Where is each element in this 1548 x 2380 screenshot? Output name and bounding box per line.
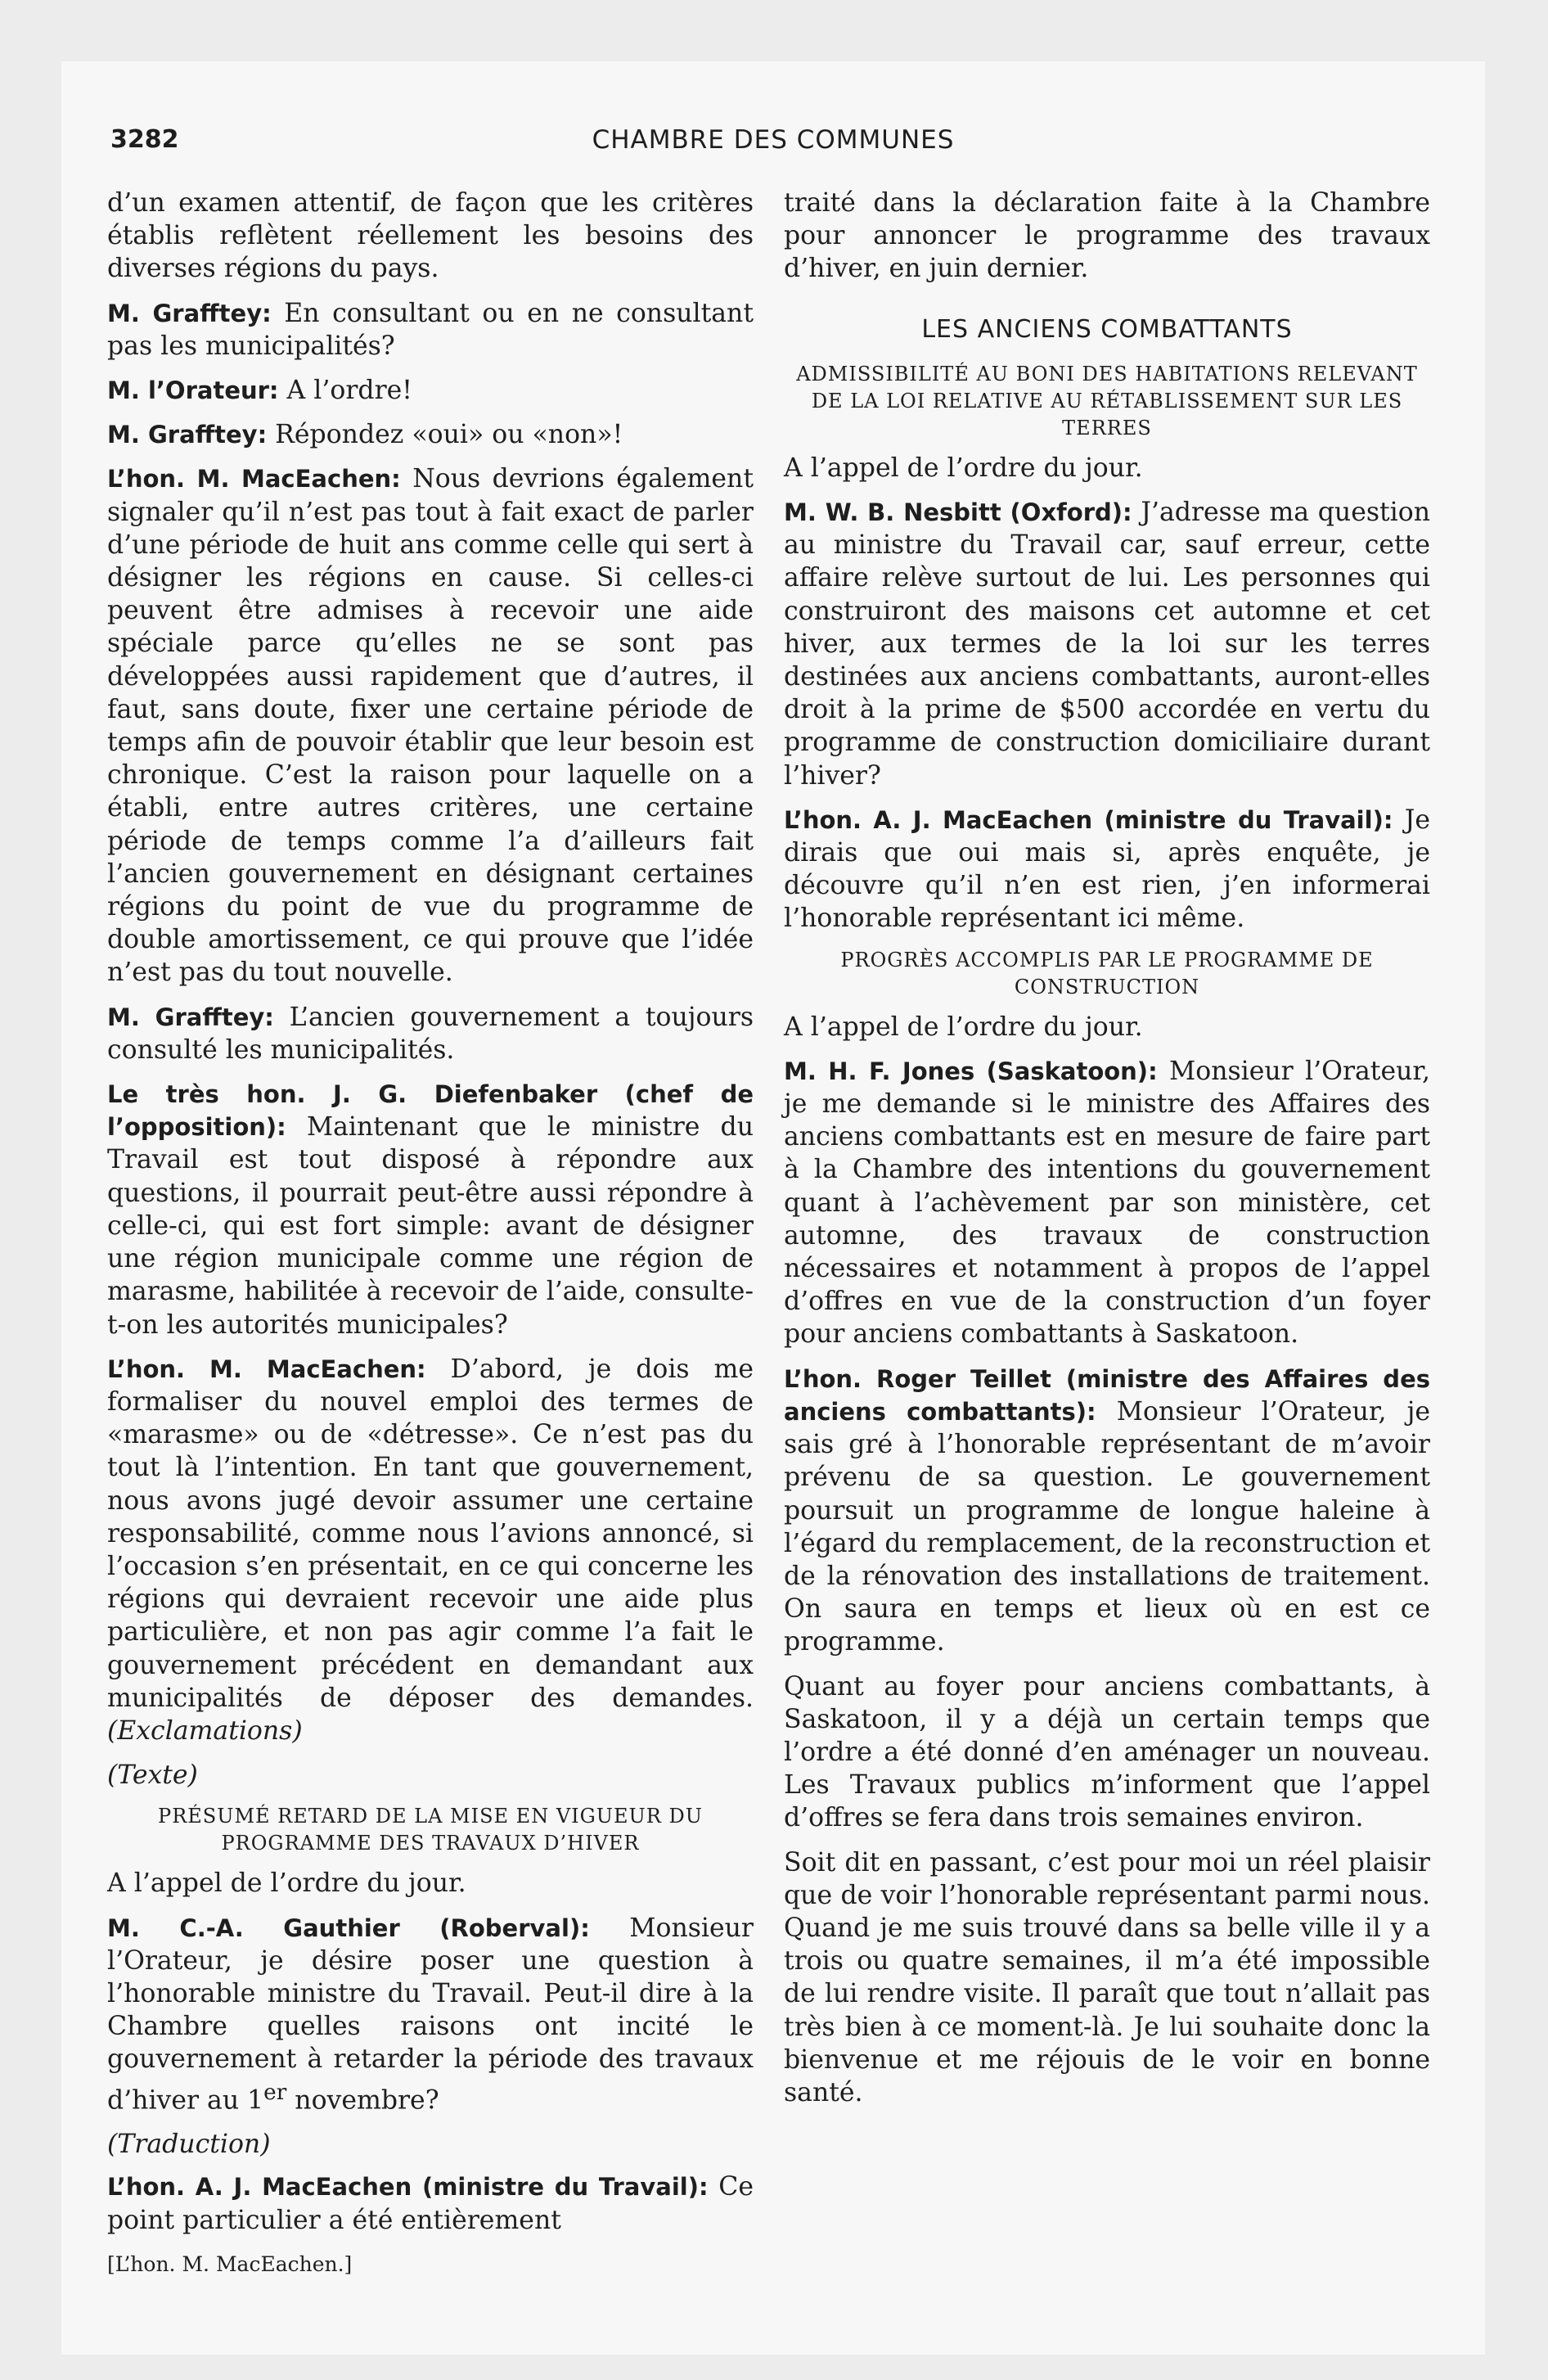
speaker: M. H. F. Jones (Saskatoon):: [784, 1057, 1158, 1085]
speaker: M. Grafftey:: [107, 299, 272, 327]
speaker: M. Grafftey:: [107, 1003, 274, 1031]
paragraph: traité dans la déclaration faite à la Chambre pour annoncer le programme des travaux d’hiver, en juin dernier.: [784, 188, 1430, 284]
paragraph: M. l’Orateur: A l’ordre!: [107, 376, 412, 406]
paragraph: L’hon. Roger Teillet (ministre des Affaires des anciens combattants): Monsieur l’Orateur, je sais gré à l’honorable représentant de m’avoir prévenu de sa question. Le gouvernement poursuit un programme de longue haleine à l’égard du remplacement, de la reconstruction et de la rénovation des installations de traitement. On saura en temps et lieux où en est ce programme.: [784, 1364, 1430, 1657]
speaker: M. C.-A. Gauthier (Roberval):: [107, 1913, 590, 1942]
speaker: M. Grafftey:: [107, 421, 268, 449]
paragraph: L’hon. A. J. MacEachen (ministre du Travail): Je dirais que oui mais si, après enquête, je découvre qu’il n’en est rien, j’en informerai l’honorable représentant ici même.: [784, 805, 1430, 934]
paragraph: L’hon. A. J. MacEachen (ministre du Travail): Ce point particulier a été entièrement: [107, 2172, 754, 2235]
paragraph: L’hon. M. MacEachen: D’abord, je dois me formaliser du nouvel emploi des termes de «marasme» ou de «détresse». Ce n’est pas du tout là l’intention. En tant que gouvernement, nous avons jugé devoir assumer une certaine responsabilité, comme nous l’avions annoncé, si l’occasion s’en présentait, en ce qui concerne les régions qui devraient recevoir une aide plus particulière, et non pas agir comme l’a fait le gouvernement précédent en demandant aux municipalités de déposer des demandes. (Exclamations): [107, 1354, 754, 1746]
speaker: M. W. B. Nesbitt (Oxford):: [784, 498, 1132, 527]
paragraph: M. W. B. Nesbitt (Oxford): J’adresse ma question au ministre du Travail car, sauf erreur, cette affaire relève surtout de lui. Les personnes qui construiront des maisons cet automne et cet hiver, aux termes de la loi sur les terres destinées aux anciens combattants, auront-elles droit à la prime de $500 accordée en vertu du programme de construction domiciliaire durant l’hiver?: [784, 498, 1430, 791]
language-note: (Texte): [107, 1760, 198, 1791]
paragraph: Le très hon. J. G. Diefenbaker (chef de l’opposition): Maintenant que le ministre du Travail est tout disposé à répondre aux questions, il pourrait peut-être aussi répondre à celle-ci, qui est fort simple: avant de désigner une région municipale comme une région de marasme, habilitée à recevoir de l’aide, consulte-t-on les autorités municipales?: [107, 1080, 754, 1340]
paragraph: M. H. F. Jones (Saskatoon): Monsieur l’Orateur, je me demande si le ministre des Affaires des anciens combattants est en mesure de faire part à la Chambre des intentions du gouvernement quant à l’achèvement par son ministère, cet automne, des travaux de construction nécessaires et notamment à propos de l’appel d’offres en vue de la construction d’un foyer pour anciens combattants à Saskatoon.: [784, 1056, 1430, 1350]
paragraph: M. Grafftey: En consultant ou en ne consultant pas les municipalités?: [107, 298, 754, 361]
paragraph: M. C.-A. Gauthier (Roberval): Monsieur l’Orateur, je désire poser une question à l’honorable ministre du Travail. Peut-il dire à la Chambre quelles raisons ont incité le gouvernement à retarder la période des travaux d’hiver au 1er novembre?: [107, 1913, 754, 2116]
paragraph: A l’appel de l’ordre du jour.: [107, 1868, 466, 1899]
speaker: L’hon. Roger Teillet (ministre des Affaires des anciens combattants):: [784, 1364, 1430, 1426]
language-note: (Traduction): [107, 2130, 271, 2160]
paragraph: Quant au foyer pour anciens combattants, à Saskatoon, il y a déjà un certain temps que l’ordre a été donné d’en aménager un nouveau. Les Travaux publics m’informent que l’appel d’offres se fera dans trois semaines environ.: [784, 1671, 1430, 1833]
section-heading: LES ANCIENS COMBATTANTS: [921, 314, 1293, 344]
paragraph: A l’appel de l’ordre du jour.: [784, 453, 1143, 483]
subheading: PRÉSUMÉ RETARD DE LA MISE EN VIGUEUR DU PROGRAMME DES TRAVAUX D’HIVER: [158, 1805, 703, 1855]
subheading: PROGRÈS ACCOMPLIS PAR LE PROGRAMME DE CONSTRUCTION: [840, 948, 1374, 998]
speaker: L’hon. A. J. MacEachen (ministre du Travail):: [784, 805, 1393, 834]
page-number: 3282: [110, 125, 179, 154]
speaker: L’hon. A. J. MacEachen (ministre du Travail):: [107, 2173, 709, 2202]
speaker: L’hon. M. MacEachen:: [107, 465, 401, 494]
paragraph: L’hon. M. MacEachen: Nous devrions également signaler qu’il n’est pas tout à fait exact de parler d’une période de huit ans comme celle qui sert à désigner les régions en cause. Si celles-ci peuvent être admises à recevoir une aide spéciale parce qu’elles ne se sont pas développées aussi rapidement que d’autres, il faut, sans doute, fixer une certaine période de temps afin de pouvoir établir que leur besoin est chronique. C’est la raison pour laquelle on a établi, entre autres critères, une certaine période de temps comme l’a d’ailleurs fait l’ancien gouvernement en désignant certaines régions du point de vue du programme de double amortissement, ce qui prouve que l’idée n’est pas du tout nouvelle.: [107, 464, 754, 988]
page-header: [110, 125, 1436, 158]
subheading: ADMISSIBILITÉ AU BONI DES HABITATIONS RELEVANT DE LA LOI RELATIVE AU RÉTABLISSEMENT SUR LES TERRES: [796, 362, 1418, 439]
paragraph: d’un examen attentif, de façon que les critères établis reflètent réellement les besoins des diverses régions du pays.: [107, 188, 754, 284]
paragraph: M. Grafftey: L’ancien gouvernement a toujours consulté les municipalités.: [107, 1002, 754, 1065]
speaker: L’hon. M. MacEachen:: [107, 1355, 426, 1383]
attribution: [L’hon. M. MacEachen.]: [107, 2252, 353, 2276]
paragraph: A l’appel de l’ordre du jour.: [784, 1012, 1143, 1042]
speaker: Le très hon. J. G. Diefenbaker (chef de l’opposition):: [107, 1080, 754, 1142]
paragraph: Soit dit en passant, c’est pour moi un réel plaisir que de voir l’honorable représentant parmi nous. Quand je me suis trouvé dans sa belle ville il y a trois ou quatre semaines, il m’a été impossible de lui rendre visite. Il paraît que tout n’allait pas très bien à ce moment-là. Je lui souhaite donc la bienvenue et me réjouis de le voir en bonne santé.: [784, 1847, 1430, 2107]
running-head: CHAMBRE DES COMMUNES: [592, 125, 955, 155]
paragraph: M. Grafftey: Répondez «oui» ou «non»!: [107, 420, 623, 450]
right-column: [784, 187, 1430, 2121]
left-column: [107, 187, 754, 2281]
speaker: M. l’Orateur:: [107, 376, 279, 405]
interjection: (Exclamations): [107, 1715, 303, 1746]
